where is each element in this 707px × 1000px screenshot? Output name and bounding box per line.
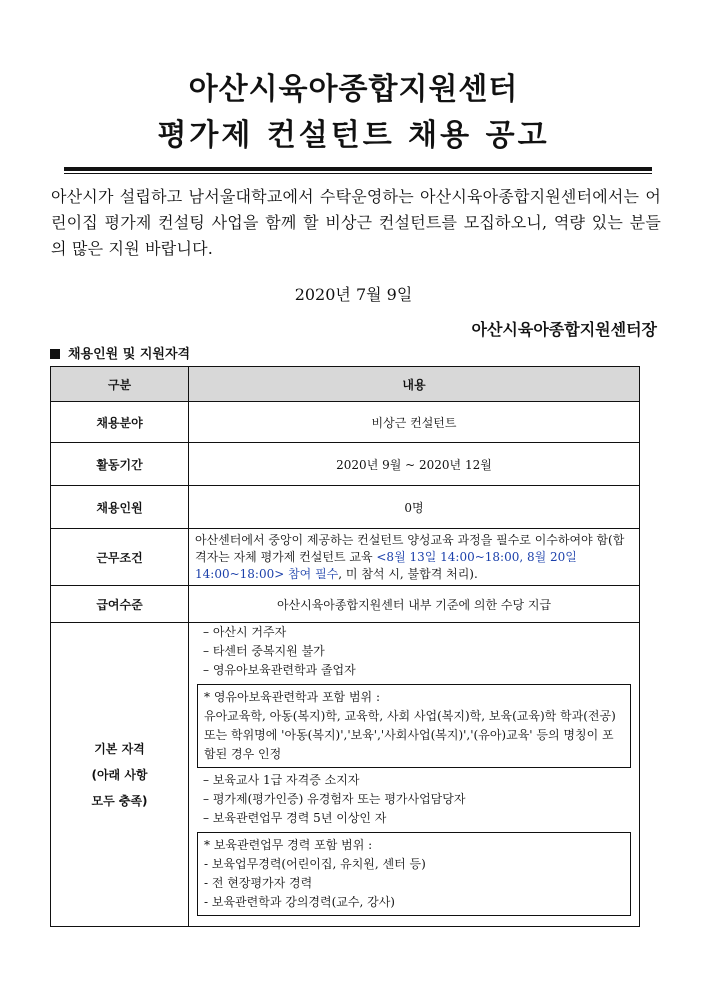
- major-scope-title: * 영유아보육관련학과 포함 범위 :: [204, 690, 380, 704]
- table-row: [51, 443, 640, 486]
- major-scope-body: 유아교육학, 아동(복지)학, 교육학, 사회 사업(복지)학, 보육(교육)학 학과(전공)또는 학위명에 '아동(복지)','보육','사회사업(복지)','(유아)교육' 등의 명칭이 포함된 경우 인정: [204, 709, 616, 761]
- list-item: – 보육교사 1급 자격증 소지자: [203, 773, 360, 787]
- career-scope-title: * 보육관련업무 경력 포함 범위 :: [204, 838, 373, 852]
- row-label-field: 채용분야: [51, 402, 189, 443]
- major-scope-box: [197, 684, 631, 768]
- title-line-1: 아산시육아종합지원센터: [188, 72, 519, 107]
- basic-label-2: (아래 사항: [91, 767, 148, 782]
- section-heading: [50, 343, 190, 362]
- table-header-row: [51, 367, 640, 402]
- row-value-pay: 아산시육아종합지원센터 내부 기준에 의한 수당 지급: [189, 586, 640, 623]
- table-row: [51, 486, 640, 529]
- list-item: - 보육관련학과 강의경력(교수, 강사): [204, 895, 395, 909]
- row-label-basic: [51, 623, 189, 927]
- title-rule-thick: [64, 167, 652, 171]
- list-item: – 평가제(평가인증) 유경험자 또는 평가사업담당자: [203, 792, 466, 806]
- header-category: 구분: [51, 367, 189, 402]
- announcement-date: 2020년 7월 9일: [294, 285, 413, 304]
- table-row: [51, 402, 640, 443]
- work-text-b: , 미 참석 시, 불합격 처리).: [338, 566, 478, 581]
- basic-label-3: 모두 충족): [91, 793, 148, 808]
- table-row: [51, 586, 640, 623]
- row-label-pay: 급여수준: [51, 586, 189, 623]
- row-value-count: 0명: [189, 486, 640, 529]
- row-label-count: 채용인원: [51, 486, 189, 529]
- list-item: – 영유아보육관련학과 졸업자: [203, 663, 356, 677]
- recruitment-table: [50, 366, 640, 927]
- work-text-highlight: <8월 13일 14:00~18:00, 8월 20일 14:00~18:00> 참여 필수: [195, 549, 577, 581]
- intro-paragraph: 아산시가 설립하고 남서울대학교에서 수탁운영하는 아산시육아종합지원센터에서는 어린이집 평가제 컨설팅 사업을 함께 할 비상근 컨설턴트를 모집하오니, 역량 있는 분들의 많은 지원 바랍니다.: [51, 187, 661, 258]
- career-scope-box: [197, 832, 631, 916]
- table-row: [51, 623, 640, 927]
- work-text-a: 아산센터에서 중앙이 제공하는 컨설턴트 양성교육 과정을 필수로 이수하여야 함(합격자는 자체 평가제 컨설턴트 교육: [195, 532, 625, 564]
- row-value-work: [189, 529, 640, 586]
- list-item: – 타센터 중복지원 불가: [203, 644, 325, 658]
- title-rule-thin: [64, 173, 652, 174]
- row-value-basic: [189, 623, 640, 927]
- list-item: - 보육업무경력(어린이집, 유치원, 센터 등): [204, 857, 426, 871]
- row-label-period: 활동기간: [51, 443, 189, 486]
- section-title: 채용인원 및 지원자격: [68, 347, 191, 362]
- issuer: 아산시육아종합지원센터장: [471, 320, 657, 339]
- row-value-field: 비상근 컨설턴트: [189, 402, 640, 443]
- square-bullet-icon: [50, 349, 60, 359]
- title-line-2: 평가제 컨설턴트 채용 공고: [157, 118, 550, 153]
- table-row: [51, 529, 640, 586]
- row-value-period: 2020년 9월 ~ 2020년 12월: [189, 443, 640, 486]
- basic-label-1: 기본 자격: [94, 741, 145, 756]
- list-item: – 보육관련업무 경력 5년 이상인 자: [203, 811, 387, 825]
- header-content: 내용: [189, 367, 640, 402]
- list-item: - 전 현장평가자 경력: [204, 876, 313, 890]
- list-item: – 아산시 거주자: [203, 625, 287, 639]
- row-label-work: 근무조건: [51, 529, 189, 586]
